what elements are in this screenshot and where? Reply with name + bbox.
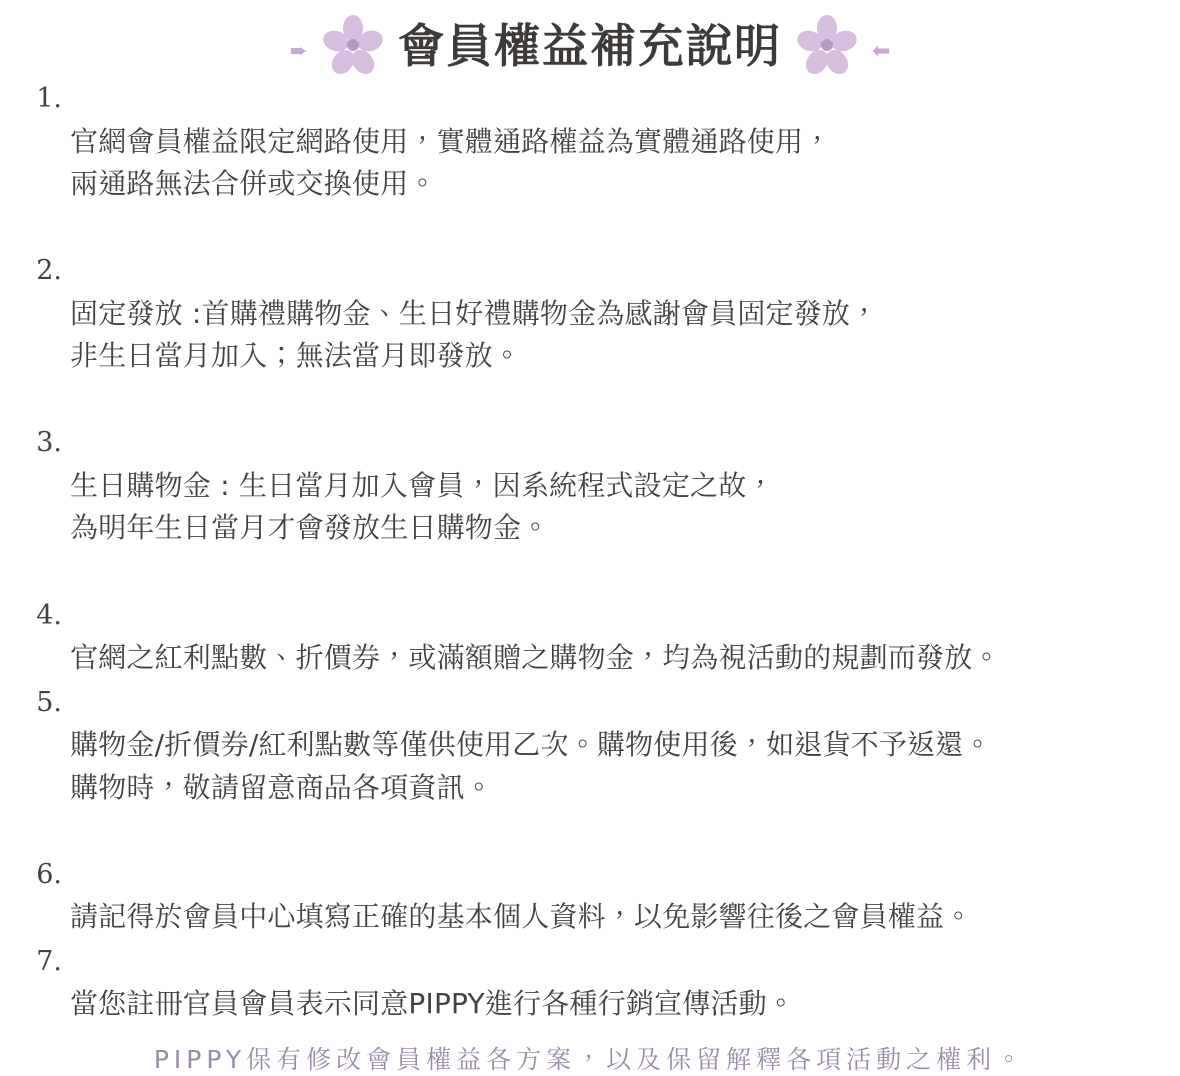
list-item-text [70, 595, 1166, 680]
list-item-line1: 官網之紅利點數、折價券，或滿額贈之購物金，均為視活動的規劃而發放。 [70, 641, 1001, 675]
list-item-line1: 當您註冊官員會員表示同意PIPPY進行各種行銷宣傳活動。 [70, 987, 796, 1021]
flower-icon-right [796, 15, 858, 77]
list-item-line2: 購物時，敬請留意商品各項資訊。 [70, 770, 494, 804]
footnote-text: PIPPY保有修改會員權益各方案，以及保留解釋各項活動之權利。 [153, 1045, 1027, 1075]
arrow-right-icon: ➨ [289, 39, 308, 64]
list-item-text [70, 682, 1166, 852]
list-item-number: 1. [36, 83, 62, 114]
list-item-text [70, 941, 1166, 1026]
list-item-text [70, 78, 1166, 248]
list-item-line1: 請記得於會員中心填寫正確的基本個人資料，以免影響往後之會員權益。 [70, 900, 973, 934]
list-item-number: 5. [36, 686, 62, 718]
list-item-number: 2. [36, 255, 62, 287]
page-title: 會員權益補充說明 [398, 19, 782, 73]
list-item-number: 7. [36, 945, 62, 977]
list-item-text [70, 854, 1166, 939]
benefits-list [0, 78, 1180, 1026]
list-item-line2: 為明年生日當月才會發放生日購物金。 [70, 511, 550, 545]
list-item-number: 6. [36, 858, 62, 890]
list-item-line2: 兩通路無法合併或交換使用。 [70, 167, 437, 201]
list-item [18, 595, 1166, 680]
list-item-text [70, 422, 1166, 592]
arrow-left-icon: ⬅ [872, 39, 891, 64]
list-item [18, 78, 1166, 248]
list-item-number: 4. [36, 599, 62, 631]
list-item-text [70, 250, 1166, 420]
list-item-number: 3. [36, 427, 62, 459]
page-header [0, 0, 1180, 78]
list-item-line1: 生日購物金 : 生日當月加入會員，因系統程式設定之故， [70, 468, 775, 502]
list-item-line1: 購物金/折價券/紅利點數等僅供使用乙次。購物使用後，如退貨不予返還。 [70, 728, 992, 762]
list-item [18, 250, 1166, 420]
list-item [18, 682, 1166, 852]
list-item-line1: 固定發放 :首購禮購物金、生日好禮購物金為感謝會員固定發放， [70, 296, 879, 330]
list-item [18, 854, 1166, 939]
list-item-line1: 官網會員權益限定網路使用，實體通路權益為實體通路使用， [70, 124, 832, 158]
list-item [18, 422, 1166, 592]
list-item [18, 941, 1166, 1026]
list-item-line2: 非生日當月加入；無法當月即發放。 [70, 339, 522, 373]
flower-icon-left [322, 15, 384, 77]
